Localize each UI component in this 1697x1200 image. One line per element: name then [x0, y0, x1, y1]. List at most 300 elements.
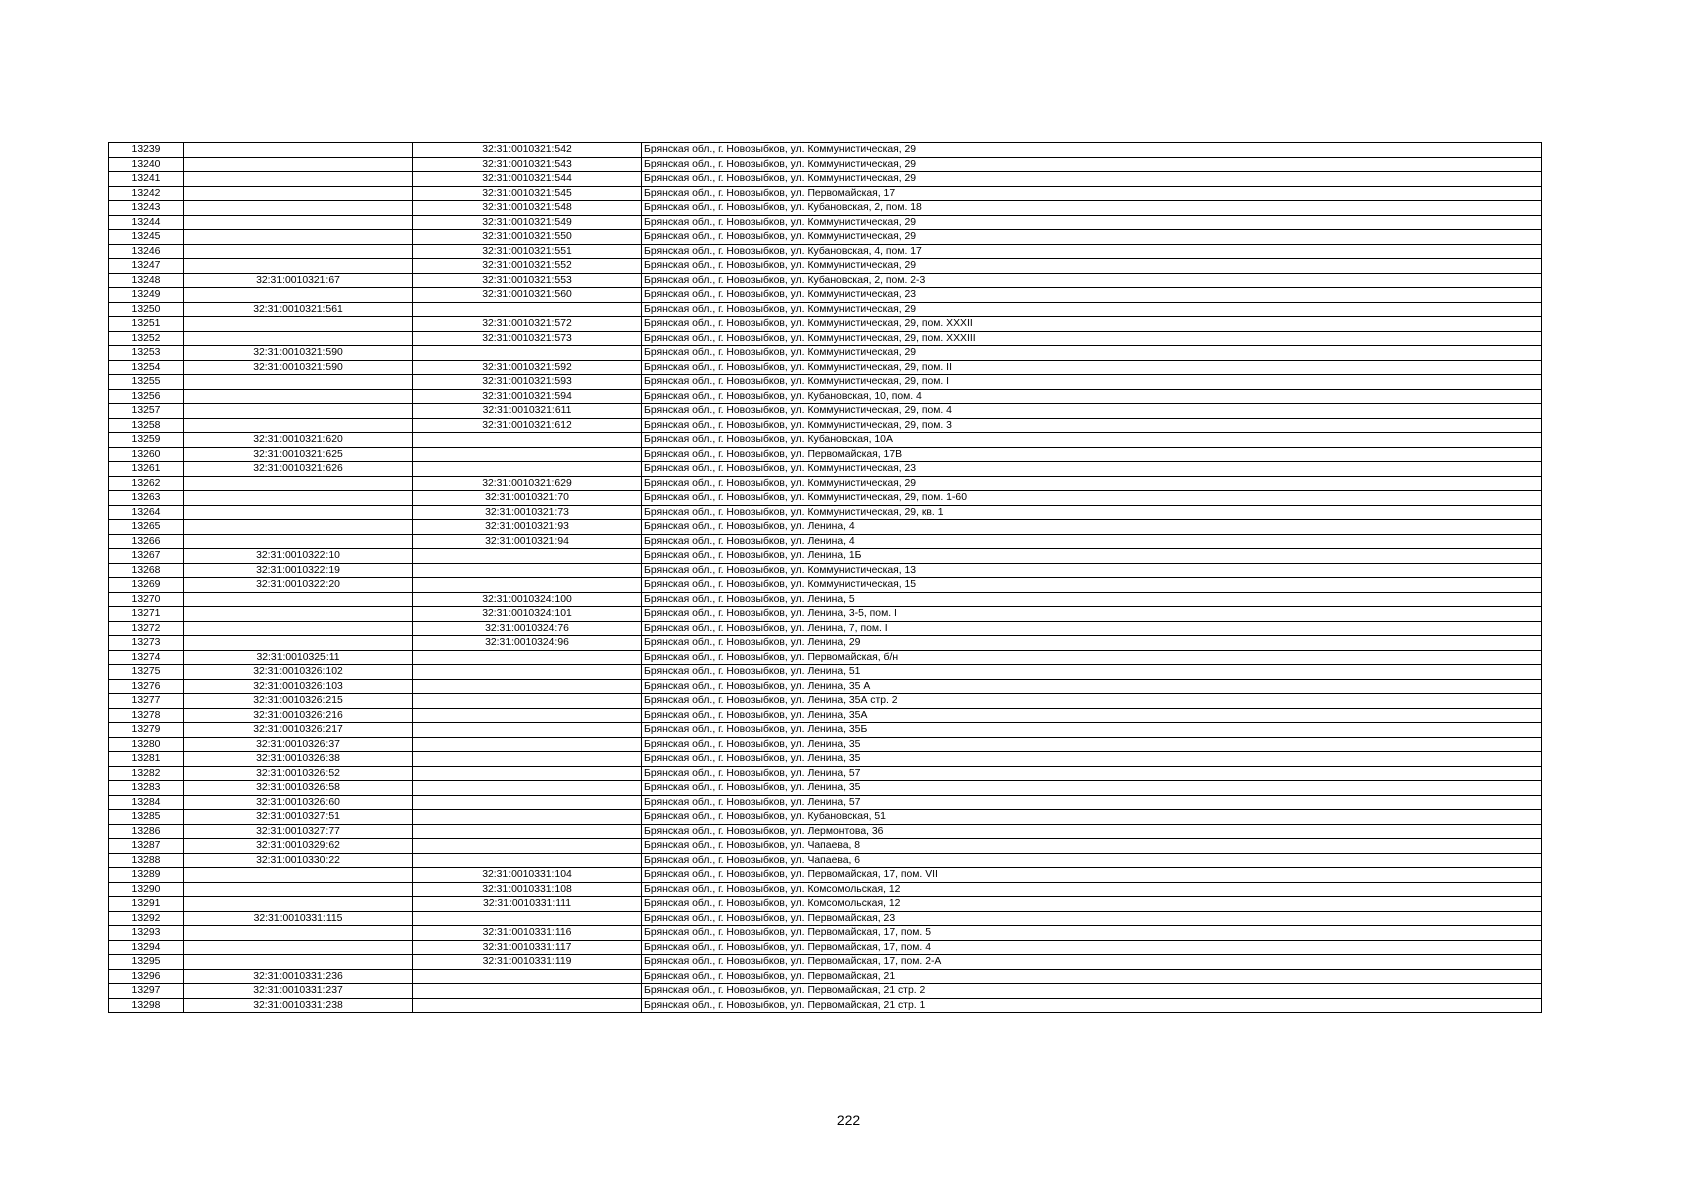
address-cell: Брянская обл., г. Новозыбков, ул. Коммунистическая, 29, пом. XXXIII: [642, 331, 1542, 346]
table-row: [109, 259, 1542, 274]
address-cell: Брянская обл., г. Новозыбков, ул. Комсомольская, 12: [642, 897, 1542, 912]
row-number-cell: 13290: [109, 882, 184, 897]
cadastral-number-cell: [184, 491, 413, 506]
address-cell: Брянская обл., г. Новозыбков, ул. Лермонтова, 36: [642, 824, 1542, 839]
cadastral-number-cell: [184, 143, 413, 158]
premises-cadastral-number-cell: 32:31:0010321:543: [413, 157, 642, 172]
cadastral-number-cell: [184, 534, 413, 549]
row-number-cell: 13265: [109, 520, 184, 535]
cadastral-number-cell: [184, 389, 413, 404]
address-cell: Брянская обл., г. Новозыбков, ул. Ленина, 5: [642, 592, 1542, 607]
cadastral-number-cell: [184, 186, 413, 201]
premises-cadastral-number-cell: 32:31:0010331:116: [413, 926, 642, 941]
page-number: 222: [836, 1112, 861, 1128]
address-cell: Брянская обл., г. Новозыбков, ул. Первомайская, 17, пом. 2-А: [642, 955, 1542, 970]
table-row: [109, 578, 1542, 593]
address-cell: Брянская обл., г. Новозыбков, ул. Кубановская, 51: [642, 810, 1542, 825]
row-number-cell: 13286: [109, 824, 184, 839]
premises-cadastral-number-cell: 32:31:0010324:96: [413, 636, 642, 651]
row-number-cell: 13273: [109, 636, 184, 651]
cadastral-number-cell: [184, 404, 413, 419]
table-row: [109, 244, 1542, 259]
address-cell: Брянская обл., г. Новозыбков, ул. Ленина, 35: [642, 752, 1542, 767]
row-number-cell: 13298: [109, 998, 184, 1013]
cadastral-number-cell: [184, 215, 413, 230]
premises-cadastral-number-cell: 32:31:0010321:593: [413, 375, 642, 390]
table-row: [109, 969, 1542, 984]
premises-cadastral-number-cell: [413, 302, 642, 317]
premises-cadastral-number-cell: 32:31:0010321:573: [413, 331, 642, 346]
cadastral-number-cell: [184, 244, 413, 259]
address-cell: Брянская обл., г. Новозыбков, ул. Чапаева, 6: [642, 853, 1542, 868]
cadastral-number-cell: [184, 476, 413, 491]
cadastral-number-cell: 32:31:0010321:590: [184, 346, 413, 361]
table-row: [109, 679, 1542, 694]
address-cell: Брянская обл., г. Новозыбков, ул. Коммунистическая, 29: [642, 230, 1542, 245]
premises-cadastral-number-cell: 32:31:0010321:594: [413, 389, 642, 404]
address-cell: Брянская обл., г. Новозыбков, ул. Первомайская, 21 стр. 2: [642, 984, 1542, 999]
table-row: [109, 781, 1542, 796]
premises-cadastral-number-cell: 32:31:0010321:611: [413, 404, 642, 419]
cadastral-number-cell: 32:31:0010331:238: [184, 998, 413, 1013]
table-row: [109, 940, 1542, 955]
cadastral-number-cell: [184, 926, 413, 941]
table-row: [109, 418, 1542, 433]
address-cell: Брянская обл., г. Новозыбков, ул. Коммунистическая, 29: [642, 157, 1542, 172]
row-number-cell: 13281: [109, 752, 184, 767]
row-number-cell: 13255: [109, 375, 184, 390]
address-cell: Брянская обл., г. Новозыбков, ул. Ленина, 4: [642, 520, 1542, 535]
table-row: [109, 694, 1542, 709]
premises-cadastral-number-cell: 32:31:0010321:612: [413, 418, 642, 433]
cadastral-number-cell: [184, 897, 413, 912]
cadastral-number-cell: 32:31:0010321:626: [184, 462, 413, 477]
cadastral-number-cell: 32:31:0010325:11: [184, 650, 413, 665]
premises-cadastral-number-cell: 32:31:0010331:108: [413, 882, 642, 897]
row-number-cell: 13261: [109, 462, 184, 477]
table-row: [109, 215, 1542, 230]
address-cell: Брянская обл., г. Новозыбков, ул. Коммунистическая, 23: [642, 288, 1542, 303]
premises-cadastral-number-cell: [413, 650, 642, 665]
row-number-cell: 13242: [109, 186, 184, 201]
address-cell: Брянская обл., г. Новозыбков, ул. Ленина, 35: [642, 737, 1542, 752]
cadastral-number-cell: [184, 940, 413, 955]
premises-cadastral-number-cell: [413, 723, 642, 738]
cadastral-number-cell: 32:31:0010327:51: [184, 810, 413, 825]
row-number-cell: 13274: [109, 650, 184, 665]
table-row: [109, 621, 1542, 636]
row-number-cell: 13294: [109, 940, 184, 955]
table-row: [109, 346, 1542, 361]
cadastral-number-cell: 32:31:0010322:10: [184, 549, 413, 564]
table-row: [109, 534, 1542, 549]
address-cell: Брянская обл., г. Новозыбков, ул. Ленина, 35 А: [642, 679, 1542, 694]
cadastral-number-cell: [184, 882, 413, 897]
address-cell: Брянская обл., г. Новозыбков, ул. Коммунистическая, 29, пом. 1-60: [642, 491, 1542, 506]
premises-cadastral-number-cell: [413, 810, 642, 825]
row-number-cell: 13276: [109, 679, 184, 694]
table-row: [109, 824, 1542, 839]
row-number-cell: 13254: [109, 360, 184, 375]
row-number-cell: 13266: [109, 534, 184, 549]
table-row: [109, 737, 1542, 752]
cadastral-number-cell: [184, 201, 413, 216]
address-cell: Брянская обл., г. Новозыбков, ул. Ленина, 57: [642, 795, 1542, 810]
row-number-cell: 13245: [109, 230, 184, 245]
address-cell: Брянская обл., г. Новозыбков, ул. Ленина, 35: [642, 781, 1542, 796]
address-cell: Брянская обл., г. Новозыбков, ул. Первомайская, 21 стр. 1: [642, 998, 1542, 1013]
address-cell: Брянская обл., г. Новозыбков, ул. Коммунистическая, 29, пом. II: [642, 360, 1542, 375]
premises-cadastral-number-cell: 32:31:0010321:552: [413, 259, 642, 274]
cadastral-number-cell: 32:31:0010326:217: [184, 723, 413, 738]
cadastral-number-cell: 32:31:0010329:62: [184, 839, 413, 854]
table-row: [109, 926, 1542, 941]
cadastral-number-cell: 32:31:0010331:237: [184, 984, 413, 999]
cadastral-number-cell: 32:31:0010326:216: [184, 708, 413, 723]
table-row: [109, 404, 1542, 419]
cadastral-number-cell: [184, 607, 413, 622]
premises-cadastral-number-cell: [413, 578, 642, 593]
cadastral-number-cell: 32:31:0010321:625: [184, 447, 413, 462]
cadastral-number-cell: [184, 172, 413, 187]
cadastral-number-cell: [184, 157, 413, 172]
address-cell: Брянская обл., г. Новозыбков, ул. Первомайская, 17, пом. VII: [642, 868, 1542, 883]
address-cell: Брянская обл., г. Новозыбков, ул. Коммунистическая, 29: [642, 302, 1542, 317]
address-cell: Брянская обл., г. Новозыбков, ул. Коммунистическая, 23: [642, 462, 1542, 477]
address-cell: Брянская обл., г. Новозыбков, ул. Чапаева, 8: [642, 839, 1542, 854]
row-number-cell: 13264: [109, 505, 184, 520]
row-number-cell: 13289: [109, 868, 184, 883]
cadastral-number-cell: [184, 955, 413, 970]
table-row: [109, 143, 1542, 158]
table-row: [109, 795, 1542, 810]
table-row: [109, 708, 1542, 723]
row-number-cell: 13267: [109, 549, 184, 564]
premises-cadastral-number-cell: [413, 824, 642, 839]
table-row: [109, 447, 1542, 462]
row-number-cell: 13278: [109, 708, 184, 723]
premises-cadastral-number-cell: 32:31:0010321:553: [413, 273, 642, 288]
premises-cadastral-number-cell: [413, 549, 642, 564]
row-number-cell: 13243: [109, 201, 184, 216]
row-number-cell: 13258: [109, 418, 184, 433]
table-row: [109, 650, 1542, 665]
cadastral-number-cell: 32:31:0010326:60: [184, 795, 413, 810]
table-row: [109, 636, 1542, 651]
premises-cadastral-number-cell: 32:31:0010331:117: [413, 940, 642, 955]
table-row: [109, 998, 1542, 1013]
premises-cadastral-number-cell: [413, 737, 642, 752]
table-row: [109, 984, 1542, 999]
table-row: [109, 563, 1542, 578]
address-cell: Брянская обл., г. Новозыбков, ул. Коммунистическая, 29: [642, 172, 1542, 187]
cadastral-number-cell: 32:31:0010326:37: [184, 737, 413, 752]
cadastral-number-cell: 32:31:0010326:103: [184, 679, 413, 694]
premises-cadastral-number-cell: 32:31:0010324:101: [413, 607, 642, 622]
table-row: [109, 752, 1542, 767]
premises-cadastral-number-cell: 32:31:0010321:93: [413, 520, 642, 535]
table-row: [109, 911, 1542, 926]
row-number-cell: 13251: [109, 317, 184, 332]
row-number-cell: 13250: [109, 302, 184, 317]
premises-cadastral-number-cell: 32:31:0010321:572: [413, 317, 642, 332]
table-row: [109, 375, 1542, 390]
row-number-cell: 13292: [109, 911, 184, 926]
table-row: [109, 810, 1542, 825]
premises-cadastral-number-cell: [413, 665, 642, 680]
row-number-cell: 13252: [109, 331, 184, 346]
row-number-cell: 13291: [109, 897, 184, 912]
row-number-cell: 13239: [109, 143, 184, 158]
table-row: [109, 462, 1542, 477]
cadastral-number-cell: 32:31:0010327:77: [184, 824, 413, 839]
address-cell: Брянская обл., г. Новозыбков, ул. Первомайская, 17, пом. 4: [642, 940, 1542, 955]
table-row: [109, 302, 1542, 317]
row-number-cell: 13285: [109, 810, 184, 825]
cadastral-number-cell: 32:31:0010321:620: [184, 433, 413, 448]
table-row: [109, 549, 1542, 564]
premises-cadastral-number-cell: 32:31:0010331:111: [413, 897, 642, 912]
premises-cadastral-number-cell: [413, 447, 642, 462]
premises-cadastral-number-cell: [413, 766, 642, 781]
premises-cadastral-number-cell: 32:31:0010321:592: [413, 360, 642, 375]
premises-cadastral-number-cell: [413, 795, 642, 810]
address-cell: Брянская обл., г. Новозыбков, ул. Коммунистическая, 29: [642, 346, 1542, 361]
table-row: [109, 201, 1542, 216]
address-cell: Брянская обл., г. Новозыбков, ул. Кубановская, 2, пом. 18: [642, 201, 1542, 216]
row-number-cell: 13244: [109, 215, 184, 230]
address-cell: Брянская обл., г. Новозыбков, ул. Ленина, 7, пом. I: [642, 621, 1542, 636]
table-row: [109, 288, 1542, 303]
cadastral-number-cell: 32:31:0010326:58: [184, 781, 413, 796]
premises-cadastral-number-cell: [413, 346, 642, 361]
premises-cadastral-number-cell: 32:31:0010321:73: [413, 505, 642, 520]
address-cell: Брянская обл., г. Новозыбков, ул. Коммунистическая, 29: [642, 215, 1542, 230]
cadastral-number-cell: [184, 592, 413, 607]
address-cell: Брянская обл., г. Новозыбков, ул. Коммунистическая, 29, пом. 4: [642, 404, 1542, 419]
table-row: [109, 592, 1542, 607]
premises-cadastral-number-cell: [413, 433, 642, 448]
premises-cadastral-number-cell: [413, 998, 642, 1013]
premises-cadastral-number-cell: [413, 752, 642, 767]
row-number-cell: 13246: [109, 244, 184, 259]
premises-cadastral-number-cell: 32:31:0010321:549: [413, 215, 642, 230]
premises-cadastral-number-cell: [413, 563, 642, 578]
cadastral-number-cell: 32:31:0010321:67: [184, 273, 413, 288]
row-number-cell: 13248: [109, 273, 184, 288]
premises-cadastral-number-cell: 32:31:0010321:629: [413, 476, 642, 491]
row-number-cell: 13260: [109, 447, 184, 462]
premises-cadastral-number-cell: 32:31:0010324:100: [413, 592, 642, 607]
cadastral-number-cell: 32:31:0010322:19: [184, 563, 413, 578]
cadastral-number-cell: [184, 230, 413, 245]
row-number-cell: 13293: [109, 926, 184, 941]
row-number-cell: 13282: [109, 766, 184, 781]
row-number-cell: 13259: [109, 433, 184, 448]
premises-cadastral-number-cell: 32:31:0010321:545: [413, 186, 642, 201]
cadastral-number-cell: 32:31:0010326:102: [184, 665, 413, 680]
premises-cadastral-number-cell: [413, 984, 642, 999]
table-row: [109, 186, 1542, 201]
row-number-cell: 13268: [109, 563, 184, 578]
address-cell: Брянская обл., г. Новозыбков, ул. Первомайская, б/н: [642, 650, 1542, 665]
premises-cadastral-number-cell: 32:31:0010321:542: [413, 143, 642, 158]
address-cell: Брянская обл., г. Новозыбков, ул. Коммунистическая, 29: [642, 476, 1542, 491]
address-cell: Брянская обл., г. Новозыбков, ул. Ленина, 1Б: [642, 549, 1542, 564]
row-number-cell: 13270: [109, 592, 184, 607]
premises-cadastral-number-cell: 32:31:0010321:94: [413, 534, 642, 549]
address-cell: Брянская обл., г. Новозыбков, ул. Ленина, 35А: [642, 708, 1542, 723]
cadastral-number-cell: 32:31:0010322:20: [184, 578, 413, 593]
address-cell: Брянская обл., г. Новозыбков, ул. Кубановская, 10, пом. 4: [642, 389, 1542, 404]
premises-cadastral-number-cell: 32:31:0010321:544: [413, 172, 642, 187]
address-cell: Брянская обл., г. Новозыбков, ул. Коммунистическая, 15: [642, 578, 1542, 593]
table-row: [109, 853, 1542, 868]
premises-cadastral-number-cell: [413, 462, 642, 477]
address-cell: Брянская обл., г. Новозыбков, ул. Коммунистическая, 29, кв. 1: [642, 505, 1542, 520]
table-row: [109, 157, 1542, 172]
cadastral-number-cell: [184, 259, 413, 274]
address-cell: Брянская обл., г. Новозыбков, ул. Первомайская, 17, пом. 5: [642, 926, 1542, 941]
address-cell: Брянская обл., г. Новозыбков, ул. Первомайская, 17В: [642, 447, 1542, 462]
premises-cadastral-number-cell: 32:31:0010331:104: [413, 868, 642, 883]
premises-cadastral-number-cell: [413, 969, 642, 984]
table-row: [109, 172, 1542, 187]
row-number-cell: 13275: [109, 665, 184, 680]
premises-cadastral-number-cell: [413, 679, 642, 694]
row-number-cell: 13279: [109, 723, 184, 738]
address-cell: Брянская обл., г. Новозыбков, ул. Коммунистическая, 29: [642, 143, 1542, 158]
row-number-cell: 13253: [109, 346, 184, 361]
row-number-cell: 13263: [109, 491, 184, 506]
row-number-cell: 13269: [109, 578, 184, 593]
table-row: [109, 317, 1542, 332]
address-cell: Брянская обл., г. Новозыбков, ул. Первомайская, 23: [642, 911, 1542, 926]
table-row: [109, 389, 1542, 404]
cadastral-number-cell: 32:31:0010321:561: [184, 302, 413, 317]
premises-cadastral-number-cell: 32:31:0010321:70: [413, 491, 642, 506]
cadastral-number-cell: 32:31:0010326:215: [184, 694, 413, 709]
premises-cadastral-number-cell: 32:31:0010331:119: [413, 955, 642, 970]
premises-cadastral-number-cell: [413, 839, 642, 854]
cadastral-number-cell: 32:31:0010331:236: [184, 969, 413, 984]
address-cell: Брянская обл., г. Новозыбков, ул. Коммунистическая, 29: [642, 259, 1542, 274]
address-cell: Брянская обл., г. Новозыбков, ул. Коммунистическая, 29, пом. I: [642, 375, 1542, 390]
row-number-cell: 13249: [109, 288, 184, 303]
row-number-cell: 13288: [109, 853, 184, 868]
row-number-cell: 13277: [109, 694, 184, 709]
row-number-cell: 13247: [109, 259, 184, 274]
premises-cadastral-number-cell: 32:31:0010321:560: [413, 288, 642, 303]
table-row: [109, 476, 1542, 491]
cadastral-number-cell: [184, 288, 413, 303]
address-cell: Брянская обл., г. Новозыбков, ул. Коммунистическая, 29, пом. XXXII: [642, 317, 1542, 332]
address-cell: Брянская обл., г. Новозыбков, ул. Первомайская, 21: [642, 969, 1542, 984]
row-number-cell: 13262: [109, 476, 184, 491]
row-number-cell: 13297: [109, 984, 184, 999]
cadastral-number-cell: 32:31:0010326:52: [184, 766, 413, 781]
address-cell: Брянская обл., г. Новозыбков, ул. Ленина, 35Б: [642, 723, 1542, 738]
premises-cadastral-number-cell: 32:31:0010321:551: [413, 244, 642, 259]
table-row: [109, 491, 1542, 506]
premises-cadastral-number-cell: 32:31:0010321:550: [413, 230, 642, 245]
table-row: [109, 433, 1542, 448]
cadastral-number-cell: 32:31:0010330:22: [184, 853, 413, 868]
row-number-cell: 13241: [109, 172, 184, 187]
address-cell: Брянская обл., г. Новозыбков, ул. Ленина, 29: [642, 636, 1542, 651]
row-number-cell: 13287: [109, 839, 184, 854]
cadastral-number-cell: [184, 636, 413, 651]
cadastral-number-cell: [184, 621, 413, 636]
registry-table-body: [109, 143, 1542, 1013]
premises-cadastral-number-cell: [413, 853, 642, 868]
table-row: [109, 897, 1542, 912]
table-row: [109, 360, 1542, 375]
address-cell: Брянская обл., г. Новозыбков, ул. Ленина, 35А стр. 2: [642, 694, 1542, 709]
cadastral-number-cell: [184, 331, 413, 346]
row-number-cell: 13295: [109, 955, 184, 970]
address-cell: Брянская обл., г. Новозыбков, ул. Кубановская, 2, пом. 2-3: [642, 273, 1542, 288]
row-number-cell: 13296: [109, 969, 184, 984]
address-cell: Брянская обл., г. Новозыбков, ул. Первомайская, 17: [642, 186, 1542, 201]
cadastral-number-cell: [184, 868, 413, 883]
cadastral-number-cell: [184, 520, 413, 535]
cadastral-number-cell: [184, 375, 413, 390]
address-cell: Брянская обл., г. Новозыбков, ул. Кубановская, 10А: [642, 433, 1542, 448]
table-row: [109, 520, 1542, 535]
cadastral-number-cell: 32:31:0010331:115: [184, 911, 413, 926]
premises-cadastral-number-cell: [413, 694, 642, 709]
row-number-cell: 13284: [109, 795, 184, 810]
table-row: [109, 607, 1542, 622]
cadastral-number-cell: [184, 317, 413, 332]
address-cell: Брянская обл., г. Новозыбков, ул. Коммунистическая, 29, пом. 3: [642, 418, 1542, 433]
registry-table: [108, 142, 1542, 1013]
row-number-cell: 13280: [109, 737, 184, 752]
address-cell: Брянская обл., г. Новозыбков, ул. Кубановская, 4, пом. 17: [642, 244, 1542, 259]
premises-cadastral-number-cell: 32:31:0010321:548: [413, 201, 642, 216]
table-row: [109, 331, 1542, 346]
address-cell: Брянская обл., г. Новозыбков, ул. Ленина, 57: [642, 766, 1542, 781]
table-row: [109, 665, 1542, 680]
premises-cadastral-number-cell: 32:31:0010324:76: [413, 621, 642, 636]
address-cell: Брянская обл., г. Новозыбков, ул. Ленина, 4: [642, 534, 1542, 549]
cadastral-number-cell: 32:31:0010321:590: [184, 360, 413, 375]
table-row: [109, 505, 1542, 520]
row-number-cell: 13257: [109, 404, 184, 419]
table-row: [109, 955, 1542, 970]
premises-cadastral-number-cell: [413, 708, 642, 723]
address-cell: Брянская обл., г. Новозыбков, ул. Ленина, 3-5, пом. I: [642, 607, 1542, 622]
premises-cadastral-number-cell: [413, 781, 642, 796]
cadastral-number-cell: 32:31:0010326:38: [184, 752, 413, 767]
table-row: [109, 868, 1542, 883]
table-row: [109, 882, 1542, 897]
cadastral-number-cell: [184, 418, 413, 433]
premises-cadastral-number-cell: [413, 911, 642, 926]
table-row: [109, 766, 1542, 781]
table-row: [109, 839, 1542, 854]
table-row: [109, 273, 1542, 288]
address-cell: Брянская обл., г. Новозыбков, ул. Ленина, 51: [642, 665, 1542, 680]
cadastral-number-cell: [184, 505, 413, 520]
table-row: [109, 723, 1542, 738]
address-cell: Брянская обл., г. Новозыбков, ул. Коммунистическая, 13: [642, 563, 1542, 578]
row-number-cell: 13283: [109, 781, 184, 796]
row-number-cell: 13272: [109, 621, 184, 636]
table-row: [109, 230, 1542, 245]
row-number-cell: 13271: [109, 607, 184, 622]
